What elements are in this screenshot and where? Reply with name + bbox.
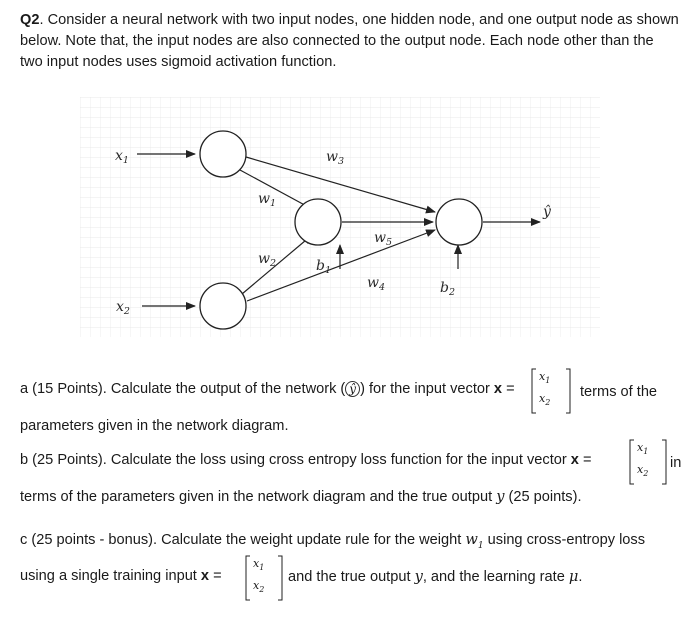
label-yhat: ŷ [543, 204, 551, 220]
part-c-mu: μ [568, 568, 579, 585]
part-b-line2 [20, 488, 582, 505]
label-w5: $w_5$ [374, 230, 393, 248]
part-a-vec: x [493, 381, 503, 397]
part-a-vec-e1: $x_1$ [539, 370, 551, 386]
label-b2: $b_2$ [440, 280, 456, 298]
part-b-vec-e1: $x_1$ [637, 441, 649, 457]
part-a-vector [530, 366, 572, 416]
question-label: Q2 [20, 12, 40, 28]
part-c-line1-a: c (25 points - bonus). Calculate the weight update rule for the weight [20, 532, 466, 548]
part-c-line2-end [288, 568, 582, 585]
part-b-vector [628, 437, 668, 487]
part-c-line1-b: using cross-entropy loss [483, 532, 646, 548]
part-c-line2-c: , and the learning rate [422, 569, 569, 585]
part-c-line2-a: using a single training input [20, 568, 201, 584]
part-a-eq: = [502, 381, 515, 397]
label-x1: $x_1$ [115, 148, 129, 166]
part-a-text3: terms of the [580, 384, 658, 400]
part-a-vec-e2: $x_2$ [539, 392, 551, 408]
part-c-vec-e2: $x_2$ [253, 579, 265, 595]
label-b1: $b_1$ [316, 258, 332, 276]
question-text [20, 10, 680, 73]
part-a-yhat: ŷ [345, 381, 360, 397]
part-a-line2: parameters given in the network diagram. [20, 418, 289, 434]
part-a-text1: a (15 Points). Calculate the output of the network ( [20, 381, 346, 397]
part-c-w: $w_1$ [465, 531, 484, 551]
input-node-x1 [200, 131, 246, 177]
output-node [436, 199, 482, 245]
part-c-eq: = [209, 568, 222, 584]
label-x2: $x_2$ [116, 299, 130, 317]
part-c-vector [244, 553, 284, 603]
part-a-line1 [20, 381, 515, 397]
label-w1: $w_1$ [258, 191, 277, 209]
question-body: . Consider a neural network with two input nodes, one hidden node, and one output node as shown below. Note that, the input nodes are also connected to the output node. Each node other than the two input nodes uses sigmoid activation function. [20, 12, 679, 70]
part-b-line1 [20, 452, 592, 468]
part-c-line2-b: and the true output [288, 569, 415, 585]
part-b-text2: in [670, 455, 682, 471]
part-c-line2-start [20, 568, 222, 584]
part-b-y: y [496, 488, 505, 505]
part-c-line1 [20, 531, 645, 551]
part-b-eq: = [578, 452, 592, 468]
part-c-vec: x [200, 568, 210, 584]
network-diagram [20, 97, 680, 337]
part-a-text2: ) for the input vector [360, 381, 494, 397]
part-b-line2-b: (25 points). [504, 489, 582, 505]
label-w4: $w_4$ [367, 275, 386, 293]
label-w3: $w_3$ [326, 149, 345, 167]
input-node-x2 [200, 283, 246, 329]
part-b-vec: x [570, 452, 579, 468]
label-w2: $w_2$ [258, 251, 277, 269]
part-c-line2-d: . [578, 569, 583, 585]
hidden-node [295, 199, 341, 245]
part-c-y: y [414, 568, 423, 585]
part-c-vec-e1: $x_1$ [253, 557, 265, 573]
part-b-vec-e2: $x_2$ [637, 463, 649, 479]
part-b-text1: b (25 Points). Calculate the loss using cross entropy loss function for the input vector [20, 452, 571, 468]
part-b-line2-a: terms of the parameters given in the network diagram and the true output [20, 489, 497, 505]
